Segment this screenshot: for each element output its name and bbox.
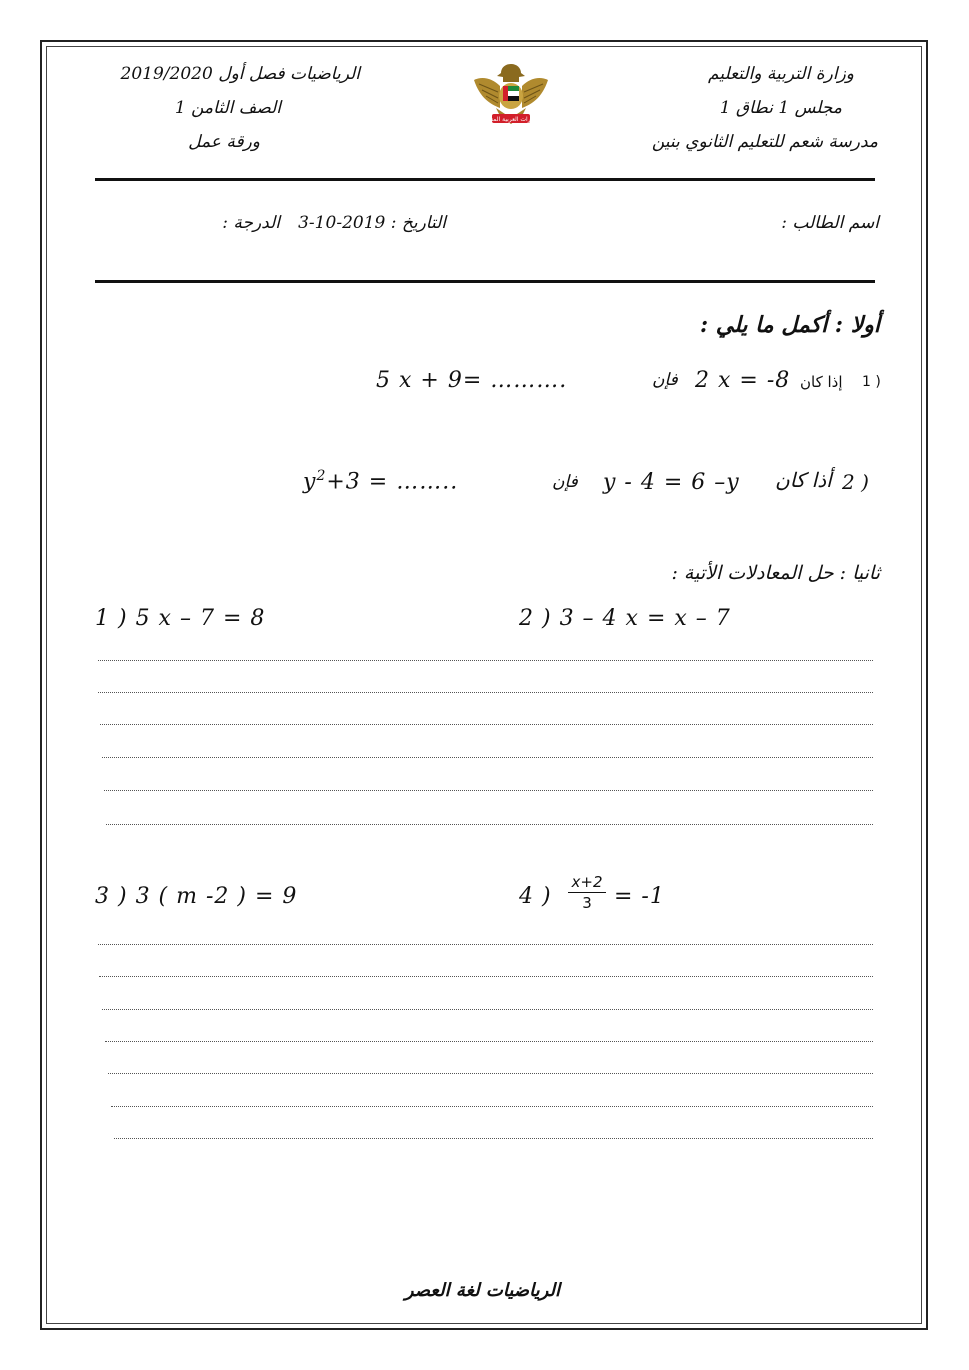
header-divider <box>95 178 875 181</box>
ministry-name: وزارة التربية والتعليم <box>708 64 854 84</box>
q1-number: 1 ) <box>862 374 881 390</box>
answer-line[interactable] <box>105 1041 873 1042</box>
council-name: مجلس 1 نطاق 1 <box>719 98 842 118</box>
problem-4-fraction <box>568 873 606 912</box>
answer-line[interactable] <box>102 1009 873 1010</box>
answer-line[interactable] <box>100 724 873 725</box>
q2-number: 2 ) <box>842 470 869 494</box>
date-label: التاريخ : 2019-10-3 <box>298 213 446 233</box>
fraction-numerator: x+2 <box>568 873 606 893</box>
answer-line[interactable] <box>98 944 873 945</box>
subject-term: الرياضيات فصل أول 2019/2020 <box>120 64 360 84</box>
answer-line[interactable] <box>104 790 873 791</box>
answer-line[interactable] <box>98 660 873 661</box>
page-border-inner <box>46 46 922 1324</box>
worksheet-label: ورقة عمل <box>188 132 260 152</box>
answer-line[interactable] <box>108 1073 873 1074</box>
q2-then-word: فإن <box>552 472 578 492</box>
footer-slogan: الرياضيات لغة العصر <box>404 1280 560 1301</box>
school-name: مدرسة شعم للتعليم الثانوي بنين <box>651 132 878 152</box>
problem-4-rhs: = -1 <box>614 884 665 909</box>
q2-condition-word: أذا كان <box>775 468 832 492</box>
svg-text:الإمارات العربية المتحدة: الإمارات العربية المتحدة <box>481 116 541 123</box>
section2-title: ثانيا : حل المعادلات الأتية : <box>671 562 880 584</box>
fraction-denominator: 3 <box>582 894 592 912</box>
info-divider <box>95 280 875 283</box>
q2-equation: y - 4 = 6 –y <box>603 470 740 495</box>
answer-line[interactable] <box>99 976 873 977</box>
q1-equation: 2 x = -8 <box>695 368 791 393</box>
q1-answer-blank: 5 x + 9= ………. <box>376 368 568 393</box>
q1-then-word: فإن <box>652 370 678 390</box>
section1-title: أولا : أكمل ما يلي : <box>699 312 880 338</box>
answer-line[interactable] <box>98 692 873 693</box>
problem-1: 1 ) 5 x – 7 = 8 <box>95 606 266 631</box>
answer-line[interactable] <box>114 1138 873 1139</box>
problem-2: 2 ) 3 – 4 x = x – 7 <box>519 606 731 631</box>
problem-3: 3 ) 3 ( m -2 ) = 9 <box>95 884 298 909</box>
class-name: الصف الثامن 1 <box>174 98 281 118</box>
student-name-label: اسم الطالب : <box>781 213 879 233</box>
problem-4-number: 4 ) <box>519 884 552 909</box>
grade-label: الدرجة : <box>222 213 280 233</box>
answer-line[interactable] <box>111 1106 873 1107</box>
q1-condition-word: إذا كان <box>800 373 843 391</box>
q2-answer-blank: $y^2+3$ = …….. <box>303 468 459 495</box>
answer-line[interactable] <box>106 824 873 825</box>
uae-emblem-logo <box>470 58 552 128</box>
answer-line[interactable] <box>102 757 873 758</box>
